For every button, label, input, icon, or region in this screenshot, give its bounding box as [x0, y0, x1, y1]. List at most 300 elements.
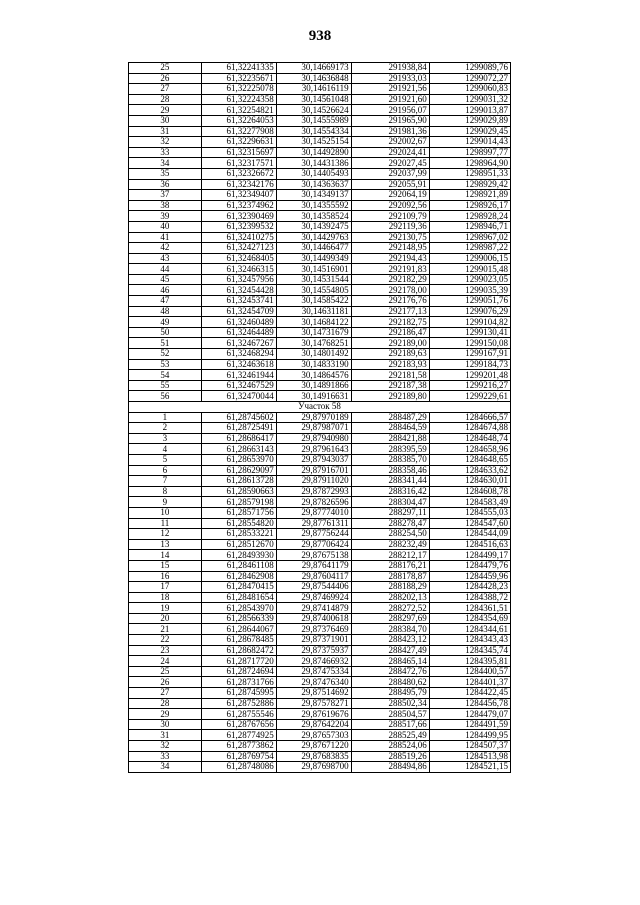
longitude-cell: 29,87671220 — [276, 741, 351, 752]
point-number-cell: 13 — [129, 539, 202, 550]
latitude-cell: 61,28767656 — [201, 719, 276, 730]
longitude-cell: 29,87826596 — [276, 497, 351, 508]
y-coordinate-cell: 1284395,81 — [429, 656, 510, 667]
latitude-cell: 61,32427123 — [201, 243, 276, 254]
y-coordinate-cell: 1284544,09 — [429, 529, 510, 540]
point-number-cell: 17 — [129, 582, 202, 593]
y-coordinate-cell: 1298921,89 — [429, 190, 510, 201]
x-coordinate-cell: 288188,29 — [351, 582, 429, 593]
y-coordinate-cell: 1284583,49 — [429, 497, 510, 508]
table-row — [129, 105, 511, 116]
latitude-cell: 61,32470044 — [201, 391, 276, 402]
table-row — [129, 762, 511, 773]
y-coordinate-cell: 1284344,61 — [429, 624, 510, 635]
point-number-cell: 21 — [129, 624, 202, 635]
y-coordinate-cell: 1284401,37 — [429, 677, 510, 688]
table-row — [129, 370, 511, 381]
section-title: Участок 58 — [129, 402, 511, 413]
point-number-cell: 36 — [129, 179, 202, 190]
latitude-cell: 61,32342176 — [201, 179, 276, 190]
table-row — [129, 518, 511, 529]
table-row — [129, 656, 511, 667]
table-row — [129, 221, 511, 232]
table-row — [129, 582, 511, 593]
x-coordinate-cell: 288178,87 — [351, 571, 429, 582]
longitude-cell: 29,87514692 — [276, 688, 351, 699]
table-row — [129, 666, 511, 677]
latitude-cell: 61,28613728 — [201, 476, 276, 487]
x-coordinate-cell: 292176,76 — [351, 296, 429, 307]
x-coordinate-cell: 292130,75 — [351, 232, 429, 243]
longitude-cell: 29,87469924 — [276, 592, 351, 603]
x-coordinate-cell: 288304,47 — [351, 497, 429, 508]
x-coordinate-cell: 288519,26 — [351, 751, 429, 762]
longitude-cell: 29,87872993 — [276, 486, 351, 497]
x-coordinate-cell: 288504,57 — [351, 709, 429, 720]
point-number-cell: 6 — [129, 465, 202, 476]
y-coordinate-cell: 1284608,78 — [429, 486, 510, 497]
latitude-cell: 61,28462908 — [201, 571, 276, 582]
y-coordinate-cell: 1284630,01 — [429, 476, 510, 487]
x-coordinate-cell: 292037,99 — [351, 168, 429, 179]
table-row — [129, 73, 511, 84]
x-coordinate-cell: 291938,84 — [351, 63, 429, 74]
table-row — [129, 624, 511, 635]
latitude-cell: 61,28748086 — [201, 762, 276, 773]
table-row — [129, 719, 511, 730]
latitude-cell: 61,32349407 — [201, 190, 276, 201]
table-row — [129, 274, 511, 285]
y-coordinate-cell: 1284633,62 — [429, 465, 510, 476]
point-number-cell: 23 — [129, 645, 202, 656]
point-number-cell: 49 — [129, 317, 202, 328]
page-number: 938 — [308, 28, 332, 44]
longitude-cell: 29,87371901 — [276, 635, 351, 646]
x-coordinate-cell: 288232,49 — [351, 539, 429, 550]
y-coordinate-cell: 1299029,45 — [429, 126, 510, 137]
x-coordinate-cell: 292181,58 — [351, 370, 429, 381]
point-number-cell: 9 — [129, 497, 202, 508]
latitude-cell: 61,32374962 — [201, 200, 276, 211]
section-header-row — [129, 402, 511, 413]
table-row — [129, 327, 511, 338]
longitude-cell: 29,87761311 — [276, 518, 351, 529]
latitude-cell: 61,28774925 — [201, 730, 276, 741]
latitude-cell: 61,28629097 — [201, 465, 276, 476]
point-number-cell: 44 — [129, 264, 202, 275]
y-coordinate-cell: 1284516,63 — [429, 539, 510, 550]
y-coordinate-cell: 1299184,73 — [429, 359, 510, 370]
point-number-cell: 19 — [129, 603, 202, 614]
point-number-cell: 14 — [129, 550, 202, 561]
latitude-cell: 61,28663143 — [201, 444, 276, 455]
latitude-cell: 61,28493930 — [201, 550, 276, 561]
table-row — [129, 613, 511, 624]
y-coordinate-cell: 1284547,60 — [429, 518, 510, 529]
point-number-cell: 34 — [129, 762, 202, 773]
point-number-cell: 8 — [129, 486, 202, 497]
point-number-cell: 31 — [129, 730, 202, 741]
longitude-cell: 30,14731679 — [276, 327, 351, 338]
table-row — [129, 677, 511, 688]
y-coordinate-cell: 1299076,29 — [429, 306, 510, 317]
point-number-cell: 33 — [129, 147, 202, 158]
point-number-cell: 26 — [129, 73, 202, 84]
longitude-cell: 29,87943037 — [276, 454, 351, 465]
longitude-cell: 29,87683835 — [276, 751, 351, 762]
y-coordinate-cell: 1299201,48 — [429, 370, 510, 381]
point-number-cell: 53 — [129, 359, 202, 370]
table-row — [129, 391, 511, 402]
latitude-cell: 61,28470415 — [201, 582, 276, 593]
y-coordinate-cell: 1299029,89 — [429, 115, 510, 126]
latitude-cell: 61,32467267 — [201, 338, 276, 349]
longitude-cell: 30,14358524 — [276, 211, 351, 222]
point-number-cell: 2 — [129, 423, 202, 434]
point-number-cell: 32 — [129, 741, 202, 752]
longitude-cell: 30,14631181 — [276, 306, 351, 317]
latitude-cell: 61,32264053 — [201, 115, 276, 126]
x-coordinate-cell: 288421,88 — [351, 433, 429, 444]
x-coordinate-cell: 291921,56 — [351, 84, 429, 95]
latitude-cell: 61,28773862 — [201, 741, 276, 752]
y-coordinate-cell: 1284428,23 — [429, 582, 510, 593]
point-number-cell: 11 — [129, 518, 202, 529]
point-number-cell: 20 — [129, 613, 202, 624]
table-row — [129, 317, 511, 328]
longitude-cell: 29,87544406 — [276, 582, 351, 593]
x-coordinate-cell: 291965,90 — [351, 115, 429, 126]
y-coordinate-cell: 1298928,24 — [429, 211, 510, 222]
latitude-cell: 61,28579198 — [201, 497, 276, 508]
point-number-cell: 38 — [129, 200, 202, 211]
point-number-cell: 55 — [129, 380, 202, 391]
longitude-cell: 30,14531544 — [276, 274, 351, 285]
point-number-cell: 46 — [129, 285, 202, 296]
y-coordinate-cell: 1299216,27 — [429, 380, 510, 391]
x-coordinate-cell: 292189,80 — [351, 391, 429, 402]
table-row — [129, 423, 511, 434]
x-coordinate-cell: 288395,59 — [351, 444, 429, 455]
x-coordinate-cell: 292002,67 — [351, 137, 429, 148]
point-number-cell: 50 — [129, 327, 202, 338]
latitude-cell: 61,28717720 — [201, 656, 276, 667]
point-number-cell: 18 — [129, 592, 202, 603]
y-coordinate-cell: 1299015,48 — [429, 264, 510, 275]
table-row — [129, 359, 511, 370]
latitude-cell: 61,32224358 — [201, 94, 276, 105]
latitude-cell: 61,28745602 — [201, 412, 276, 423]
x-coordinate-cell: 288517,66 — [351, 719, 429, 730]
table-row — [129, 560, 511, 571]
y-coordinate-cell: 1284521,15 — [429, 762, 510, 773]
longitude-cell: 30,14585422 — [276, 296, 351, 307]
table-row — [129, 507, 511, 518]
table-row — [129, 349, 511, 360]
point-number-cell: 5 — [129, 454, 202, 465]
table-row — [129, 751, 511, 762]
x-coordinate-cell: 288427,49 — [351, 645, 429, 656]
x-coordinate-cell: 292119,36 — [351, 221, 429, 232]
longitude-cell: 30,14916631 — [276, 391, 351, 402]
longitude-cell: 30,14891866 — [276, 380, 351, 391]
y-coordinate-cell: 1299035,39 — [429, 285, 510, 296]
latitude-cell: 61,32326672 — [201, 168, 276, 179]
table-row — [129, 84, 511, 95]
longitude-cell: 29,87675138 — [276, 550, 351, 561]
point-number-cell: 3 — [129, 433, 202, 444]
longitude-cell: 29,87916701 — [276, 465, 351, 476]
latitude-cell: 61,32457956 — [201, 274, 276, 285]
point-number-cell: 30 — [129, 115, 202, 126]
point-number-cell: 34 — [129, 158, 202, 169]
x-coordinate-cell: 288297,69 — [351, 613, 429, 624]
table-row — [129, 550, 511, 561]
latitude-cell: 61,32468405 — [201, 253, 276, 264]
point-number-cell: 15 — [129, 560, 202, 571]
longitude-cell: 29,87578271 — [276, 698, 351, 709]
table-row — [129, 243, 511, 254]
longitude-cell: 29,87604117 — [276, 571, 351, 582]
table-row — [129, 200, 511, 211]
longitude-cell: 29,87774010 — [276, 507, 351, 518]
y-coordinate-cell: 1298967,02 — [429, 232, 510, 243]
y-coordinate-cell: 1284354,69 — [429, 613, 510, 624]
x-coordinate-cell: 288480,62 — [351, 677, 429, 688]
longitude-cell: 29,87476340 — [276, 677, 351, 688]
table-row — [129, 147, 511, 158]
x-coordinate-cell: 292148,95 — [351, 243, 429, 254]
latitude-cell: 61,32241335 — [201, 63, 276, 74]
table-row — [129, 63, 511, 74]
y-coordinate-cell: 1299006,15 — [429, 253, 510, 264]
x-coordinate-cell: 288525,49 — [351, 730, 429, 741]
latitude-cell: 61,28653970 — [201, 454, 276, 465]
latitude-cell: 61,28554820 — [201, 518, 276, 529]
latitude-cell: 61,32254821 — [201, 105, 276, 116]
table-row — [129, 232, 511, 243]
y-coordinate-cell: 1299072,27 — [429, 73, 510, 84]
latitude-cell: 61,32453741 — [201, 296, 276, 307]
longitude-cell: 30,14525154 — [276, 137, 351, 148]
table-row — [129, 211, 511, 222]
longitude-cell: 29,87466932 — [276, 656, 351, 667]
latitude-cell: 61,32461944 — [201, 370, 276, 381]
x-coordinate-cell: 288464,59 — [351, 423, 429, 434]
table-row — [129, 529, 511, 540]
latitude-cell: 61,28731766 — [201, 677, 276, 688]
longitude-cell: 29,87970189 — [276, 412, 351, 423]
y-coordinate-cell: 1299130,41 — [429, 327, 510, 338]
table-row — [129, 115, 511, 126]
latitude-cell: 61,32410275 — [201, 232, 276, 243]
longitude-cell: 29,87642204 — [276, 719, 351, 730]
table-row — [129, 709, 511, 720]
latitude-cell: 61,32296631 — [201, 137, 276, 148]
x-coordinate-cell: 288212,17 — [351, 550, 429, 561]
y-coordinate-cell: 1284459,96 — [429, 571, 510, 582]
latitude-cell: 61,32454709 — [201, 306, 276, 317]
longitude-cell: 30,14405493 — [276, 168, 351, 179]
table-row — [129, 285, 511, 296]
point-number-cell: 1 — [129, 412, 202, 423]
table-row — [129, 190, 511, 201]
x-coordinate-cell: 292182,29 — [351, 274, 429, 285]
latitude-cell: 61,28678485 — [201, 635, 276, 646]
x-coordinate-cell: 292189,00 — [351, 338, 429, 349]
longitude-cell: 29,87619676 — [276, 709, 351, 720]
table-row — [129, 137, 511, 148]
y-coordinate-cell: 1284479,76 — [429, 560, 510, 571]
point-number-cell: 45 — [129, 274, 202, 285]
x-coordinate-cell: 292182,75 — [351, 317, 429, 328]
point-number-cell: 29 — [129, 105, 202, 116]
latitude-cell: 61,28571756 — [201, 507, 276, 518]
table-row — [129, 497, 511, 508]
longitude-cell: 29,87911020 — [276, 476, 351, 487]
x-coordinate-cell: 288495,79 — [351, 688, 429, 699]
x-coordinate-cell: 288423,12 — [351, 635, 429, 646]
latitude-cell: 61,32315697 — [201, 147, 276, 158]
longitude-cell: 29,87698700 — [276, 762, 351, 773]
point-number-cell: 27 — [129, 688, 202, 699]
y-coordinate-cell: 1299023,05 — [429, 274, 510, 285]
y-coordinate-cell: 1284388,72 — [429, 592, 510, 603]
x-coordinate-cell: 288502,34 — [351, 698, 429, 709]
latitude-cell: 61,28644067 — [201, 624, 276, 635]
point-number-cell: 47 — [129, 296, 202, 307]
x-coordinate-cell: 291981,36 — [351, 126, 429, 137]
coordinates-table-body — [129, 63, 511, 773]
y-coordinate-cell: 1284648,65 — [429, 454, 510, 465]
point-number-cell: 39 — [129, 211, 202, 222]
point-number-cell: 52 — [129, 349, 202, 360]
longitude-cell: 29,87475334 — [276, 666, 351, 677]
y-coordinate-cell: 1298987,22 — [429, 243, 510, 254]
latitude-cell: 61,28769754 — [201, 751, 276, 762]
table-row — [129, 380, 511, 391]
y-coordinate-cell: 1284648,74 — [429, 433, 510, 444]
point-number-cell: 54 — [129, 370, 202, 381]
longitude-cell: 30,14363637 — [276, 179, 351, 190]
point-number-cell: 40 — [129, 221, 202, 232]
table-row — [129, 444, 511, 455]
x-coordinate-cell: 288524,06 — [351, 741, 429, 752]
x-coordinate-cell: 291956,07 — [351, 105, 429, 116]
y-coordinate-cell: 1299013,87 — [429, 105, 510, 116]
y-coordinate-cell: 1284499,17 — [429, 550, 510, 561]
latitude-cell: 61,32390469 — [201, 211, 276, 222]
point-number-cell: 42 — [129, 243, 202, 254]
point-number-cell: 48 — [129, 306, 202, 317]
point-number-cell: 12 — [129, 529, 202, 540]
table-row — [129, 486, 511, 497]
longitude-cell: 30,14616119 — [276, 84, 351, 95]
x-coordinate-cell: 291933,03 — [351, 73, 429, 84]
x-coordinate-cell: 292027,45 — [351, 158, 429, 169]
latitude-cell: 61,28543970 — [201, 603, 276, 614]
y-coordinate-cell: 1284456,78 — [429, 698, 510, 709]
table-row — [129, 698, 511, 709]
x-coordinate-cell: 292194,43 — [351, 253, 429, 264]
x-coordinate-cell: 292187,38 — [351, 380, 429, 391]
latitude-cell: 61,32466315 — [201, 264, 276, 275]
y-coordinate-cell: 1284345,74 — [429, 645, 510, 656]
y-coordinate-cell: 1298997,77 — [429, 147, 510, 158]
point-number-cell: 29 — [129, 709, 202, 720]
point-number-cell: 24 — [129, 656, 202, 667]
longitude-cell: 30,14431386 — [276, 158, 351, 169]
y-coordinate-cell: 1298951,33 — [429, 168, 510, 179]
latitude-cell: 61,32317571 — [201, 158, 276, 169]
y-coordinate-cell: 1284507,37 — [429, 741, 510, 752]
latitude-cell: 61,28590663 — [201, 486, 276, 497]
longitude-cell: 29,87940980 — [276, 433, 351, 444]
longitude-cell: 30,14492890 — [276, 147, 351, 158]
y-coordinate-cell: 1284422,45 — [429, 688, 510, 699]
y-coordinate-cell: 1299089,76 — [429, 63, 510, 74]
longitude-cell: 30,14636848 — [276, 73, 351, 84]
y-coordinate-cell: 1298964,90 — [429, 158, 510, 169]
longitude-cell: 29,87376469 — [276, 624, 351, 635]
point-number-cell: 16 — [129, 571, 202, 582]
table-row — [129, 94, 511, 105]
table-row — [129, 539, 511, 550]
latitude-cell: 61,32468294 — [201, 349, 276, 360]
latitude-cell: 61,28745995 — [201, 688, 276, 699]
y-coordinate-cell: 1284658,96 — [429, 444, 510, 455]
latitude-cell: 61,28566339 — [201, 613, 276, 624]
x-coordinate-cell: 288272,52 — [351, 603, 429, 614]
latitude-cell: 61,28512670 — [201, 539, 276, 550]
table-row — [129, 168, 511, 179]
point-number-cell: 10 — [129, 507, 202, 518]
y-coordinate-cell: 1284479,07 — [429, 709, 510, 720]
table-row — [129, 730, 511, 741]
point-number-cell: 35 — [129, 168, 202, 179]
y-coordinate-cell: 1284361,51 — [429, 603, 510, 614]
table-row — [129, 264, 511, 275]
x-coordinate-cell: 288385,70 — [351, 454, 429, 465]
table-row — [129, 454, 511, 465]
longitude-cell: 30,14801492 — [276, 349, 351, 360]
point-number-cell: 56 — [129, 391, 202, 402]
y-coordinate-cell: 1299051,76 — [429, 296, 510, 307]
table-row — [129, 571, 511, 582]
longitude-cell: 30,14392475 — [276, 221, 351, 232]
point-number-cell: 43 — [129, 253, 202, 264]
longitude-cell: 30,14499349 — [276, 253, 351, 264]
y-coordinate-cell: 1284666,57 — [429, 412, 510, 423]
x-coordinate-cell: 292189,63 — [351, 349, 429, 360]
table-row — [129, 338, 511, 349]
longitude-cell: 30,14526624 — [276, 105, 351, 116]
y-coordinate-cell: 1299104,82 — [429, 317, 510, 328]
table-row — [129, 465, 511, 476]
longitude-cell: 29,87400618 — [276, 613, 351, 624]
x-coordinate-cell: 292191,83 — [351, 264, 429, 275]
y-coordinate-cell: 1284400,57 — [429, 666, 510, 677]
longitude-cell: 30,14833190 — [276, 359, 351, 370]
longitude-cell: 30,14768251 — [276, 338, 351, 349]
point-number-cell: 28 — [129, 94, 202, 105]
longitude-cell: 29,87706424 — [276, 539, 351, 550]
table-row — [129, 253, 511, 264]
table-row — [129, 741, 511, 752]
x-coordinate-cell: 292024,41 — [351, 147, 429, 158]
y-coordinate-cell: 1299031,32 — [429, 94, 510, 105]
y-coordinate-cell: 1284674,88 — [429, 423, 510, 434]
